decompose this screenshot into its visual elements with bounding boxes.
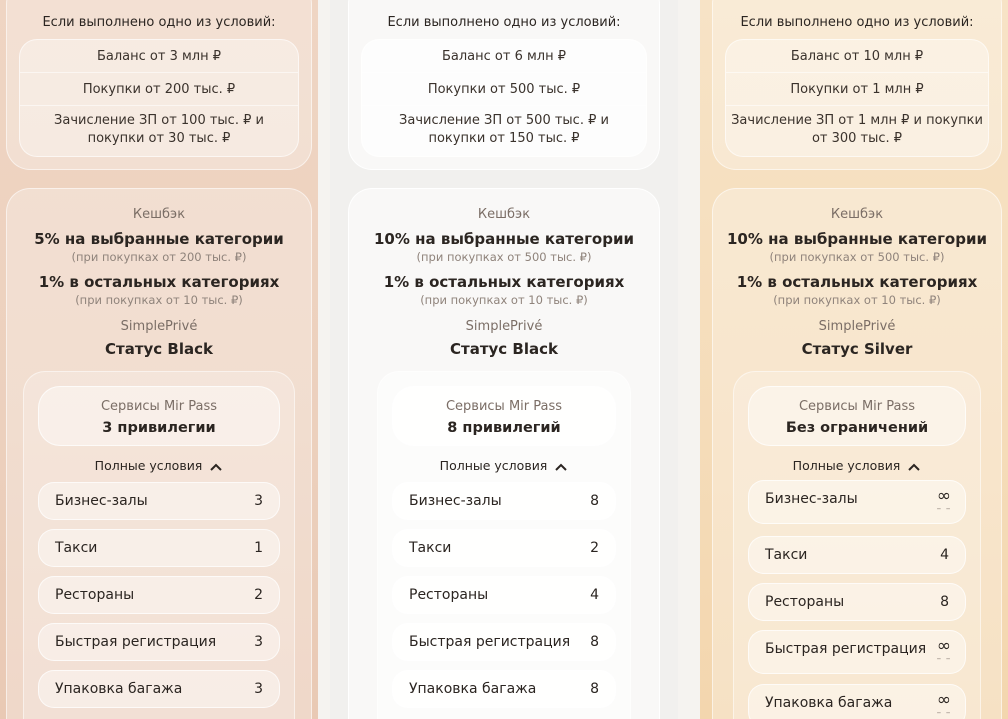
privilege-row: [748, 630, 966, 674]
condition-purchases: Покупки от 500 тыс. ₽: [362, 73, 646, 106]
privilege-row: [748, 536, 966, 574]
privilege-name: Рестораны: [55, 587, 135, 603]
cashback-other-note: (при покупках от 10 тыс. ₽): [420, 293, 588, 307]
privilege-count: 8: [590, 681, 599, 697]
cashback-other: 1% в остальных категориях: [38, 273, 280, 291]
privilege-name: Упаковка багажа: [409, 681, 537, 697]
condition-balance: Баланс от 10 млн ₽: [726, 40, 988, 73]
conditions-list: [19, 39, 299, 157]
benefits-card: [348, 188, 660, 719]
unlimited-note: – –: [936, 708, 952, 718]
cashback-label: Кешбэк: [477, 207, 531, 222]
full-conditions-label: Полные условия: [439, 458, 548, 473]
condition-balance: Баланс от 6 млн ₽: [362, 40, 646, 73]
cashback-main: 10% на выбранные категории: [374, 230, 634, 248]
condition-salary: [726, 106, 988, 158]
mirpass-label: Сервисы Mir Pass: [445, 399, 563, 414]
full-conditions-label: Полные условия: [94, 458, 203, 473]
privilege-name: Такси: [55, 540, 98, 556]
mirpass-summary: [392, 386, 616, 446]
condition-salary: [362, 106, 646, 158]
simpleprive-label: SimplePrivé: [465, 319, 543, 334]
privilege-count: 8: [940, 594, 949, 610]
privilege-name: Рестораны: [765, 594, 845, 610]
privilege-row: [748, 684, 966, 719]
privilege-count: 4: [590, 587, 599, 603]
privilege-name: Бизнес-залы: [765, 491, 858, 507]
infinity-icon: ∞: [936, 486, 952, 506]
privilege-name: Такси: [409, 540, 452, 556]
column-gap: [318, 0, 330, 719]
privilege-name: Быстрая регистрация: [55, 634, 217, 650]
privilege-count: 2: [254, 587, 263, 603]
privilege-row: [38, 670, 280, 708]
chevron-up-icon: [209, 462, 223, 472]
column-gap: [678, 0, 700, 719]
status-label: Статус Black: [450, 340, 558, 358]
mirpass-panel: [377, 371, 631, 719]
condition-salary-line2: покупки от 30 тыс. ₽: [87, 131, 231, 146]
unlimited-note: – –: [936, 504, 952, 514]
privilege-count: 1: [254, 540, 263, 556]
mirpass-summary: [748, 386, 966, 446]
condition-salary-line2: от 300 тыс. ₽: [811, 131, 903, 146]
condition-balance: Баланс от 3 млн ₽: [20, 40, 298, 73]
mirpass-summary: [38, 386, 280, 446]
privilege-row: [38, 623, 280, 661]
tier-column-3: [700, 0, 1008, 719]
privilege-row: [748, 480, 966, 524]
condition-salary-line1: Зачисление ЗП от 500 тыс. ₽ и: [399, 113, 609, 128]
mirpass-panel: [23, 371, 295, 719]
privilege-name: Быстрая регистрация: [409, 634, 571, 650]
privilege-count: 4: [940, 547, 949, 563]
full-conditions-toggle[interactable]: [378, 458, 630, 473]
unlimited-note: – –: [936, 654, 952, 664]
status-label: Статус Silver: [801, 340, 913, 358]
privilege-count: 3: [254, 681, 263, 697]
tier-column-1: [0, 0, 318, 719]
privilege-name: Рестораны: [409, 587, 489, 603]
cashback-main: 10% на выбранные категории: [727, 230, 987, 248]
mirpass-panel: [733, 371, 981, 719]
condition-salary-line2: покупки от 150 тыс. ₽: [428, 131, 580, 146]
cashback-other-note: (при покупках от 10 тыс. ₽): [773, 293, 941, 307]
status-label: Статус Black: [105, 340, 213, 358]
privilege-row: [392, 670, 616, 708]
privilege-count: 3: [254, 634, 263, 650]
cashback-main-note: (при покупках от 500 тыс. ₽): [416, 250, 592, 264]
conditions-card: [6, 0, 312, 170]
privilege-row: [38, 576, 280, 614]
unlimited-indicator: [935, 691, 953, 717]
full-conditions-label: Полные условия: [792, 458, 901, 473]
mirpass-label: Сервисы Mir Pass: [100, 399, 218, 414]
cashback-main-note: (при покупках от 200 тыс. ₽): [71, 250, 247, 264]
cashback-other: 1% в остальных категориях: [383, 273, 625, 291]
privilege-row: [392, 576, 616, 614]
conditions-card: [348, 0, 660, 170]
privilege-row: [748, 583, 966, 621]
privilege-name: Бизнес-залы: [55, 493, 148, 509]
simpleprive-label: SimplePrivé: [818, 319, 896, 334]
infinity-icon: ∞: [936, 636, 952, 656]
condition-salary-line1: Зачисление ЗП от 100 тыс. ₽ и: [54, 113, 264, 128]
conditions-list: [725, 39, 989, 157]
privilege-name: Бизнес-залы: [409, 493, 502, 509]
privilege-count: 8: [590, 493, 599, 509]
benefits-card: [712, 188, 1002, 719]
cashback-label: Кешбэк: [132, 207, 186, 222]
mirpass-value: 3 привилегии: [102, 420, 216, 436]
cashback-main: 5% на выбранные категории: [34, 230, 284, 248]
privilege-row: [38, 482, 280, 520]
privilege-name: Упаковка багажа: [765, 695, 893, 711]
privilege-row: [392, 529, 616, 567]
mirpass-label: Сервисы Mir Pass: [798, 399, 916, 414]
condition-purchases: Покупки от 1 млн ₽: [726, 73, 988, 106]
privilege-count: 8: [590, 634, 599, 650]
privilege-row: [38, 529, 280, 567]
privilege-name: Быстрая регистрация: [765, 641, 927, 657]
unlimited-indicator: [935, 487, 953, 513]
conditions-title: Если выполнено одно из условий:: [740, 15, 974, 30]
privilege-row: [392, 482, 616, 520]
conditions-title: Если выполнено одно из условий:: [42, 15, 276, 30]
infinity-icon: ∞: [936, 690, 952, 710]
conditions-list: [361, 39, 647, 157]
privilege-name: Такси: [765, 547, 808, 563]
benefits-card: [6, 188, 312, 719]
conditions-card: [712, 0, 1002, 170]
privilege-row: [392, 623, 616, 661]
full-conditions-toggle[interactable]: [734, 458, 980, 473]
cashback-other-note: (при покупках от 10 тыс. ₽): [75, 293, 243, 307]
cashback-other: 1% в остальных категориях: [736, 273, 978, 291]
simpleprive-label: SimplePrivé: [120, 319, 198, 334]
privilege-count: 3: [254, 493, 263, 509]
cashback-main-note: (при покупках от 500 тыс. ₽): [769, 250, 945, 264]
mirpass-value: Без ограничений: [785, 420, 929, 436]
cashback-label: Кешбэк: [830, 207, 884, 222]
condition-purchases: Покупки от 200 тыс. ₽: [20, 73, 298, 106]
privilege-count: 2: [590, 540, 599, 556]
condition-salary-line1: Зачисление ЗП от 1 млн ₽ и покупки: [731, 113, 983, 128]
tier-column-2: [330, 0, 678, 719]
full-conditions-toggle[interactable]: [24, 458, 294, 473]
condition-salary: [20, 106, 298, 158]
chevron-up-icon: [907, 462, 921, 472]
privilege-name: Упаковка багажа: [55, 681, 183, 697]
mirpass-value: 8 привилегий: [447, 420, 561, 436]
chevron-up-icon: [554, 462, 568, 472]
conditions-title: Если выполнено одно из условий:: [387, 15, 621, 30]
unlimited-indicator: [935, 637, 953, 663]
